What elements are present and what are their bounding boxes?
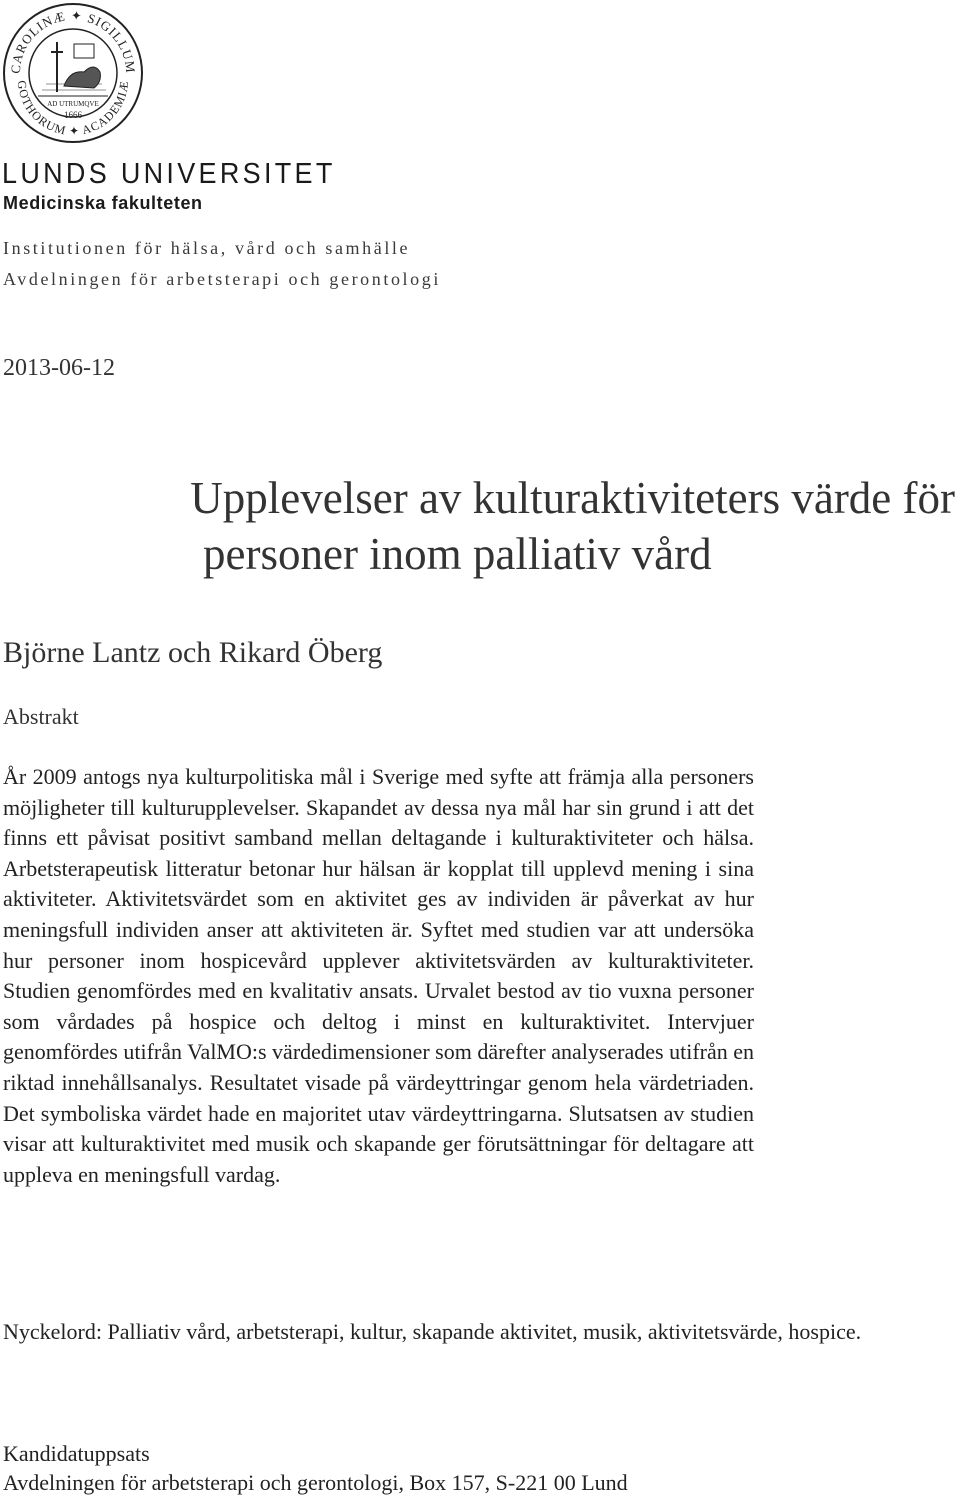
seal-text-bottom: GOTHORUM ✦ ACADEMIÆ	[14, 79, 132, 139]
keywords: Nyckelord: Palliativ vård, arbetsterapi, kultur, skapande aktivitet, musik, aktivitetsvärde, hospice.	[3, 1319, 862, 1344]
document-date: 2013-06-12	[3, 355, 115, 381]
division-address: Avdelningen för arbetsterapi och gerontologi, Box 157, S-221 00 Lund	[3, 1470, 628, 1495]
seal-text-top: CAROLINÆ ✦ SIGILLUM	[7, 7, 139, 75]
abstract-body: År 2009 antogs nya kulturpolitiska mål i Sverige med syfte att främja alla personers möjligheter till kulturupplevelser. Skapandet av dessa nya mål har sin grund i att det finns ett påvisat positivt samband mellan deltagande i kulturaktiviteter och hälsa. Arbetsterapeutisk litteratur betonar hur hälsan är kopplat till upplevd mening i sina aktiviteter. Aktivitetsvärdet som en aktivitet ges av individen är påverkat av hur meningsfull individen anser att aktiviteten är. Syftet med studien var att undersöka hur personer inom hospicevård upplever aktivitetsvärden av kulturaktiviteter. Studien genomfördes med en kvalitativ ansats. Urvalet bestod av tio vuxna personer som vårdades på hospice och deltog i minst en kulturaktivitet. Intervjuer genomfördes utifrån ValMO:s värdedimensioner som därefter analyserades utifrån en riktad innehållsanalys. Resultatet visade på värdeyttringar genom hela värdetriaden. Det symboliska värdet hade en majoritet utav värdeyttringarna. Slutsatsen av studien visar att kulturaktivitet med musik och skapande ger förutsättningar för deltagare att uppleva en meningsfull vardag.	[3, 764, 755, 1187]
institution-line: Institutionen för hälsa, vård och samhälle	[3, 238, 411, 258]
seal-year: 1666	[64, 110, 82, 120]
division-line: Avdelningen för arbetsterapi och gerontologi	[3, 269, 441, 289]
faculty-name: Medicinska fakulteten	[3, 193, 203, 213]
thesis-type: Kandidatuppsats	[3, 1441, 150, 1466]
seal-motto: AD UTRUMQVE	[47, 100, 99, 108]
authors: Björne Lantz och Rikard Öberg	[3, 636, 383, 669]
svg-text:CAROLINÆ ✦ SIGILLUM	[8, 8, 138, 74]
title-line-2: personer inom palliativ vård	[203, 529, 712, 579]
thesis-title	[0, 470, 960, 582]
title-line-1: Upplevelser av kulturaktiviteters värde för	[190, 473, 955, 523]
university-seal-logo	[2, 2, 144, 144]
abstract-heading: Abstrakt	[3, 704, 79, 729]
university-name: LUNDS UNIVERSITET	[2, 158, 336, 190]
